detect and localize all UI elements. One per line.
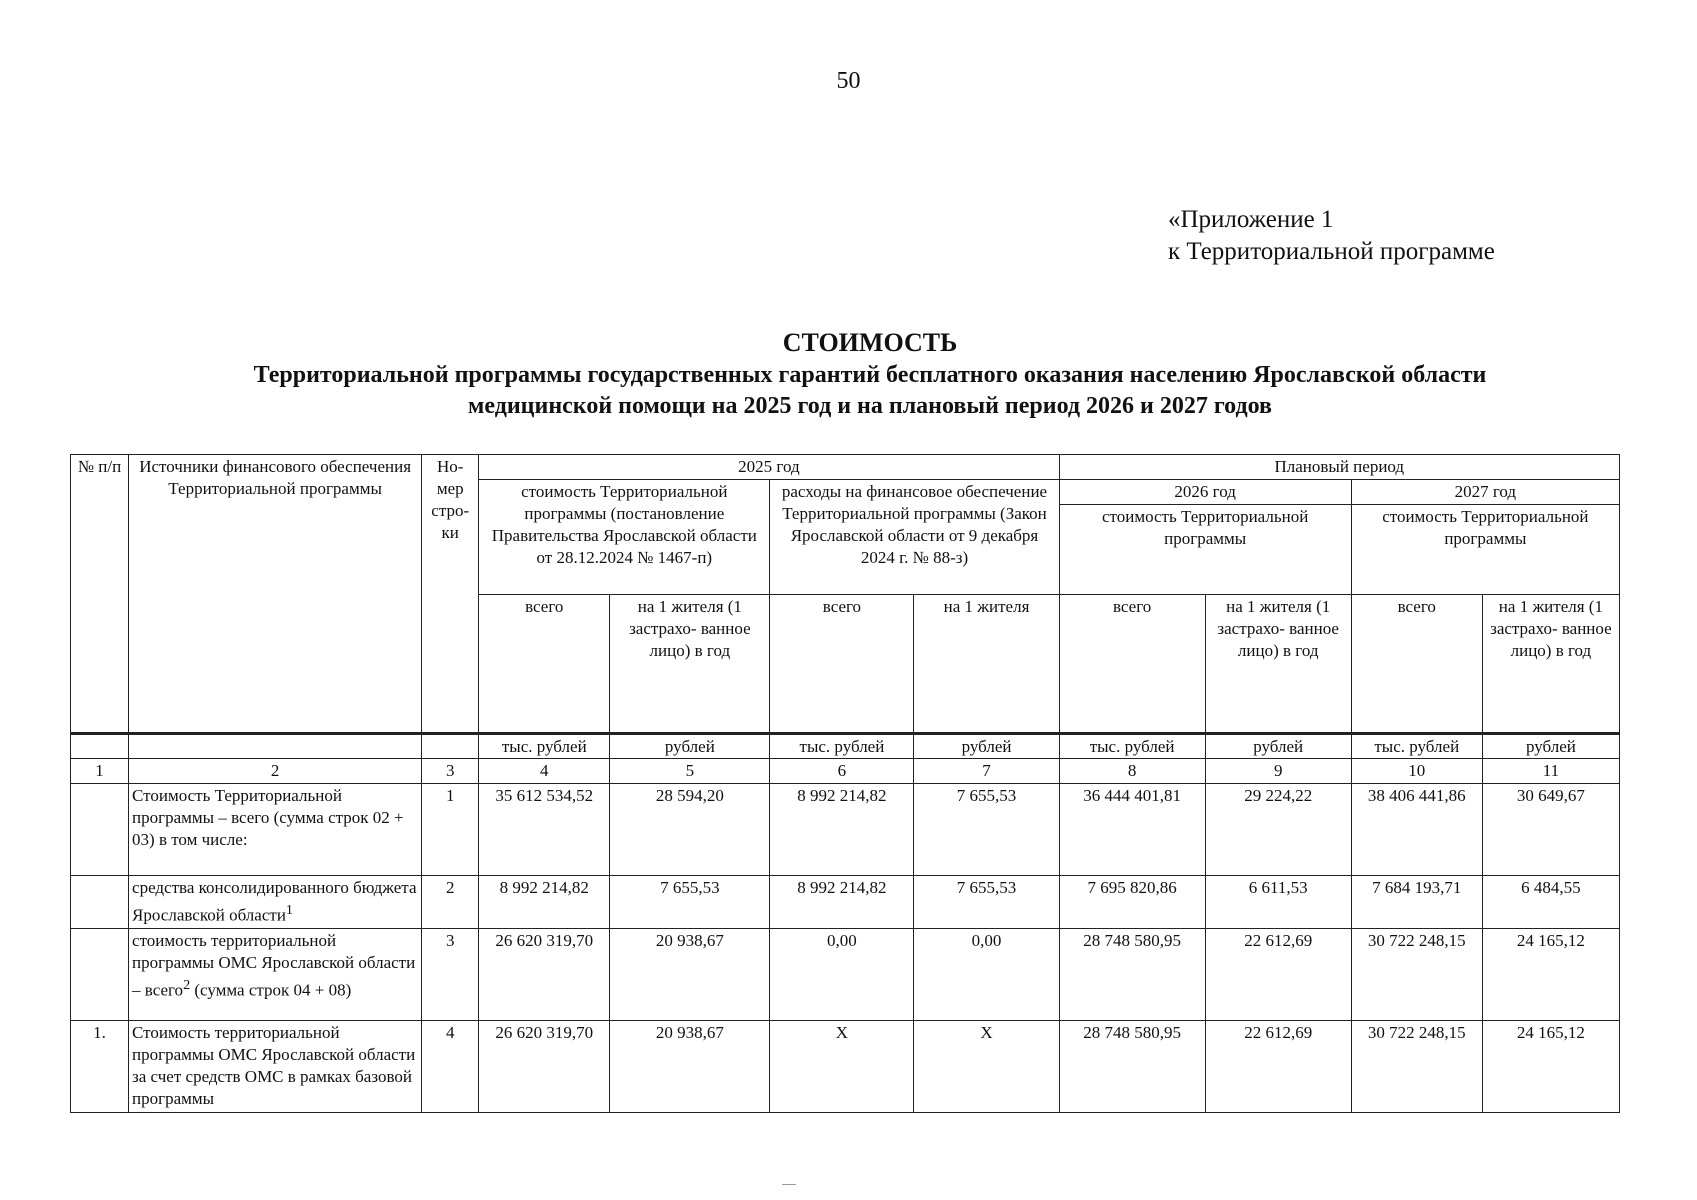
header-planned-period: Плановый период [1059,455,1619,480]
row-num [71,928,129,1020]
header-cost-2025: стоимость Территориальной программы (постановление Правительства Ярославской области от 28.12.2024 № 1467-п) [479,480,770,595]
document-title [70,326,1670,422]
row-value: 6 484,55 [1482,876,1619,929]
column-number: 6 [770,759,914,784]
column-number: 7 [914,759,1059,784]
table-row [71,928,1620,1020]
row-value: 8 992 214,82 [770,876,914,929]
row-value: 28 594,20 [610,784,770,876]
row-value: 8 992 214,82 [479,876,610,929]
unit-label: рублей [610,734,770,759]
row-value: 24 165,12 [1482,928,1619,1020]
unit-label: рублей [1482,734,1619,759]
row-value: 0,00 [914,928,1059,1020]
footnote-mark: 1 [285,902,293,918]
cost-table [70,454,1620,1113]
header-year-2027: 2027 год [1351,480,1619,505]
row-source: средства консолидированного бюджета Ярославской области$^1$ [129,876,422,929]
scan-mark [782,1184,796,1185]
unit-label: рублей [914,734,1059,759]
appendix-line-1: «Приложение 1 [1168,206,1334,233]
header-per-resident: на 1 жителя (1 застрахо- ванное лицо) в год [610,595,770,734]
header-expenses-2025: расходы на финансовое обеспечение Территориальной программы (Закон Ярославской области от 9 декабря 2024 г. № 88-з) [770,480,1059,595]
row-line: 2 [422,876,479,929]
unit-label: тыс. рублей [770,734,914,759]
column-number: 4 [479,759,610,784]
header-cost-2026: стоимость Территориальной программы [1059,505,1351,595]
row-value: 20 938,67 [610,1020,770,1112]
header-source: Источники финансового обеспечения Территориальной программы [129,455,422,734]
table-row [71,1020,1620,1112]
column-number: 10 [1351,759,1482,784]
row-source: Стоимость территориальной программы ОМС Ярославской области за счет средств ОМС в рамках базовой программы [129,1020,422,1112]
row-num [71,784,129,876]
unit-label: рублей [1205,734,1351,759]
row-value: Х [914,1020,1059,1112]
header-per-resident: на 1 жителя (1 застрахо- ванное лицо) в год [1482,595,1619,734]
row-value: 38 406 441,86 [1351,784,1482,876]
column-number: 2 [129,759,422,784]
column-number: 9 [1205,759,1351,784]
row-value: 26 620 319,70 [479,928,610,1020]
header-num: № п/п [71,455,129,734]
unit-label: тыс. рублей [1351,734,1482,759]
row-num [71,876,129,929]
title-main: СТОИМОСТЬ [782,328,958,357]
row-value: 6 611,53 [1205,876,1351,929]
table-row [71,876,1620,929]
header-per-resident: на 1 жителя (1 застрахо- ванное лицо) в год [1205,595,1351,734]
row-num: 1. [71,1020,129,1112]
row-value: 22 612,69 [1205,1020,1351,1112]
header-total: всего [1351,595,1482,734]
column-numbers-row [71,759,1620,784]
row-line: 1 [422,784,479,876]
row-value: 30 722 248,15 [1351,1020,1482,1112]
footnote-mark: 2 [183,976,191,993]
appendix-line-2: к Территориальной программе [1168,238,1495,265]
header-row-1 [71,455,1620,480]
row-value: 7 655,53 [610,876,770,929]
unit-label: тыс. рублей [479,734,610,759]
row-value: 22 612,69 [1205,928,1351,1020]
header-year-2026: 2026 год [1059,480,1351,505]
unit-label: тыс. рублей [1059,734,1205,759]
page-number: 50 [836,68,861,94]
row-value: 28 748 580,95 [1059,928,1205,1020]
row-value: 20 938,67 [610,928,770,1020]
row-value: 30 649,67 [1482,784,1619,876]
column-number: 8 [1059,759,1205,784]
header-line-number: Но- мер стро- ки [422,455,479,734]
units-row [71,734,1620,759]
row-value: 7 684 193,71 [1351,876,1482,929]
row-value: 0,00 [770,928,914,1020]
header-cost-2027: стоимость Территориальной программы [1351,505,1619,595]
title-line-2: Территориальной программы государственных гарантий бесплатного оказания населению Ярославской области [253,362,1487,388]
column-number: 11 [1482,759,1619,784]
row-value: 30 722 248,15 [1351,928,1482,1020]
row-value: 36 444 401,81 [1059,784,1205,876]
row-value: 29 224,22 [1205,784,1351,876]
row-value: 26 620 319,70 [479,1020,610,1112]
row-value: Х [770,1020,914,1112]
row-value: 8 992 214,82 [770,784,914,876]
title-line-3: медицинской помощи на 2025 год и на плановый период 2026 и 2027 годов [468,393,1272,419]
row-line: 4 [422,1020,479,1112]
row-line: 3 [422,928,479,1020]
row-value: 7 695 820,86 [1059,876,1205,929]
row-value: 7 655,53 [914,876,1059,929]
row-value: 24 165,12 [1482,1020,1619,1112]
row-source: стоимость территориальной программы ОМС Ярославской области – всего$^2$ (сумма строк 04 + 08) [129,928,422,1020]
table-row [71,784,1620,876]
column-number: 5 [610,759,770,784]
header-total: всего [770,595,914,734]
column-number: 1 [71,759,129,784]
row-value: 7 655,53 [914,784,1059,876]
row-source: Стоимость Территориальной программы – всего (сумма строк 02 + 03) в том числе: [129,784,422,876]
row-value: 35 612 534,52 [479,784,610,876]
header-per-resident: на 1 жителя [914,595,1059,734]
header-total: всего [1059,595,1205,734]
header-year-2025: 2025 год [479,455,1059,480]
appendix-note [1168,204,1495,268]
row-value: 28 748 580,95 [1059,1020,1205,1112]
column-number: 3 [422,759,479,784]
header-total: всего [479,595,610,734]
